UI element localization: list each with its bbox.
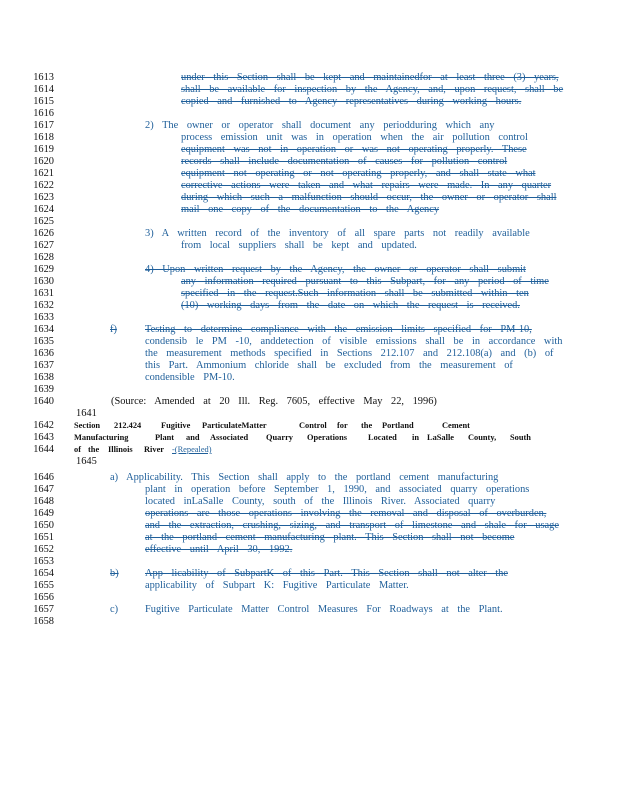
section-heading-word: LaSalle xyxy=(427,433,454,442)
text-line: applicability of Subpart K: Fugitive Particulate Matter. xyxy=(145,580,409,591)
line-number: 1637 xyxy=(33,360,54,371)
section-heading-word: Illinois xyxy=(108,445,133,454)
line-number: 1658 xyxy=(33,616,54,627)
line-number: 1652 xyxy=(33,544,54,555)
line-number: 1622 xyxy=(33,180,54,191)
line-number: 1632 xyxy=(33,300,54,311)
line-number: 1656 xyxy=(33,592,54,603)
line-number: 1647 xyxy=(33,484,54,495)
line-number: 1619 xyxy=(33,144,54,155)
section-heading-word: Fugitive xyxy=(161,421,191,430)
line-number: 1646 xyxy=(33,472,54,483)
line-number: 1643 xyxy=(33,432,54,443)
paragraph-label: b) xyxy=(110,568,119,579)
text-line: records shall include documentation of causes for pollution control xyxy=(181,156,508,167)
text-line: located inLaSalle County, south of the Illinois River. Associated quarry xyxy=(145,496,496,507)
line-number: 1623 xyxy=(33,192,54,203)
line-number: 1618 xyxy=(33,132,54,143)
line-number: 1613 xyxy=(33,72,54,83)
text-line: and the extraction, crushing, sizing, and transport of limestone and shale for usage xyxy=(145,520,559,531)
section-heading-word: Operations xyxy=(307,433,348,442)
line-number: 1634 xyxy=(33,324,54,335)
section-heading-word: Quarry xyxy=(266,433,293,442)
line-number: 1630 xyxy=(33,276,54,287)
text-line: (10) working days from the date on which the request is received. xyxy=(181,300,520,311)
line-number: 1657 xyxy=(33,604,54,615)
section-heading-word: of xyxy=(74,445,81,454)
repealed-marker: -(Repealed) xyxy=(172,445,212,454)
text-line: process emission unit was in operation when the air pollution control xyxy=(181,132,528,143)
section-heading-word: the xyxy=(361,421,373,430)
line-number: 1642 xyxy=(33,420,54,431)
line-number: 1633 xyxy=(33,312,54,323)
line-number: 1636 xyxy=(33,348,54,359)
text-line: shall be available for inspection by the Agency, and, upon request, shall be xyxy=(181,84,564,95)
text-line: condensible PM-10. xyxy=(145,372,235,383)
text-line: copied and furnished to Agency representatives during working hours. xyxy=(181,96,522,107)
line-number: 1614 xyxy=(33,84,54,95)
text-line: condensib le PM -10, anddetection of visible emissions shall be in accordance with xyxy=(145,336,563,347)
text-line: plant in operation before September 1, 1990, and associated quarry operations xyxy=(145,484,530,495)
section-heading-word: County, xyxy=(468,433,497,442)
section-heading-word: Section xyxy=(74,421,101,430)
text-line: under this Section shall be kept and maintainedfor at least three (3) years, xyxy=(181,72,559,83)
line-number: 1651 xyxy=(33,532,54,543)
section-heading-word: Associated xyxy=(210,433,249,442)
text-line: effective until April 30, 1992. xyxy=(145,544,293,555)
section-heading-word: the xyxy=(88,445,100,454)
section-heading-word: Portland xyxy=(382,421,414,430)
text-line: equipment not operating or not operating properly, and shall state what xyxy=(181,168,536,179)
text-line: from local suppliers shall be kept and updated. xyxy=(181,240,417,251)
text-line: operations are those operations involving the removal and disposal of overburden, xyxy=(145,508,547,519)
section-heading-word: 212.424 xyxy=(114,421,142,430)
line-number: 1616 xyxy=(33,108,54,119)
text-line: Testing to determine compliance with the emission limits specified for PM-10, xyxy=(145,324,532,335)
line-number: 1631 xyxy=(33,288,54,299)
line-number: 1627 xyxy=(33,240,54,251)
section-heading-word: and xyxy=(186,433,200,442)
section-heading-word: South xyxy=(510,433,531,442)
line-number: 1653 xyxy=(33,556,54,567)
text-line: specified in the request.Such information shall be submitted within ten xyxy=(181,288,529,299)
line-number: 1626 xyxy=(33,228,54,239)
line-number: 1654 xyxy=(33,568,54,579)
line-number: 1625 xyxy=(33,216,54,227)
text-line: Fugitive Particulate Matter Control Measures For Roadways at the Plant. xyxy=(145,604,503,615)
text-line: 3) A written record of the inventory of all spare parts not readily available xyxy=(145,228,530,239)
line-number: 1650 xyxy=(33,520,54,531)
line-number: 1624 xyxy=(33,204,54,215)
line-number: 1638 xyxy=(33,372,54,383)
paragraph-label: f) xyxy=(110,324,117,335)
text-line: equipment was not in operation or was not operating properly. These xyxy=(181,144,527,155)
section-heading-word: River xyxy=(144,445,164,454)
text-line: App licability of SubpartK of this Part. This Section shall not alter the xyxy=(145,568,508,579)
line-number: 1648 xyxy=(33,496,54,507)
section-heading-word: Control xyxy=(299,421,327,430)
section-heading-word: Located xyxy=(368,433,397,442)
line-number: 1639 xyxy=(33,384,54,395)
paragraph-label: c) xyxy=(110,604,119,615)
text-line: 2) The owner or operator shall document any periodduring which any xyxy=(145,120,495,131)
section-heading-word: for xyxy=(337,421,348,430)
line-number: 1629 xyxy=(33,264,54,275)
text-line: mail one copy of the documentation to the Agency xyxy=(181,204,440,215)
line-number: 1628 xyxy=(33,252,54,263)
line-number: 1649 xyxy=(33,508,54,519)
line-number: 1644 xyxy=(33,444,54,455)
line-number: 1621 xyxy=(33,168,54,179)
line-number: 1640 xyxy=(33,396,54,407)
line-number: 1617 xyxy=(33,120,54,131)
section-heading-word: Plant xyxy=(155,433,175,442)
text-line: at the portland cement manufacturing plant. This Section shall not become xyxy=(145,532,515,543)
line-number: 1645 xyxy=(76,456,97,467)
text-line: this Part. Ammonium chloride shall be excluded from the measurement of xyxy=(145,360,513,371)
line-number: 1615 xyxy=(33,96,54,107)
text-line: corrective actions were taken and what repairs were made. In any quarter xyxy=(181,180,552,191)
section-heading-word: Cement xyxy=(442,421,470,430)
section-heading-word: Manufacturing xyxy=(74,433,129,442)
line-number: 1620 xyxy=(33,156,54,167)
text-line: (Source: Amended at 20 Ill. Reg. 7605, effective May 22, 1996) xyxy=(111,396,437,407)
text-line: any information required pursuant to this Subpart, for any period of time xyxy=(181,276,549,287)
text-line: a) Applicability. This Section shall apply to the portland cement manufacturing xyxy=(110,472,499,483)
text-line: during which such a malfunction should occur, the owner or operator shall xyxy=(181,192,557,203)
text-line: 4) Upon written request by the Agency, the owner or operator shall submit xyxy=(145,264,526,275)
section-heading-word: in xyxy=(412,433,419,442)
line-number: 1655 xyxy=(33,580,54,591)
line-number: 1635 xyxy=(33,336,54,347)
text-line: the measurement methods specified in Sections 212.107 and 212.108(a) and (b) of xyxy=(145,348,554,359)
line-number: 1641 xyxy=(76,408,97,419)
section-heading-word: ParticulateMatter xyxy=(202,421,267,430)
